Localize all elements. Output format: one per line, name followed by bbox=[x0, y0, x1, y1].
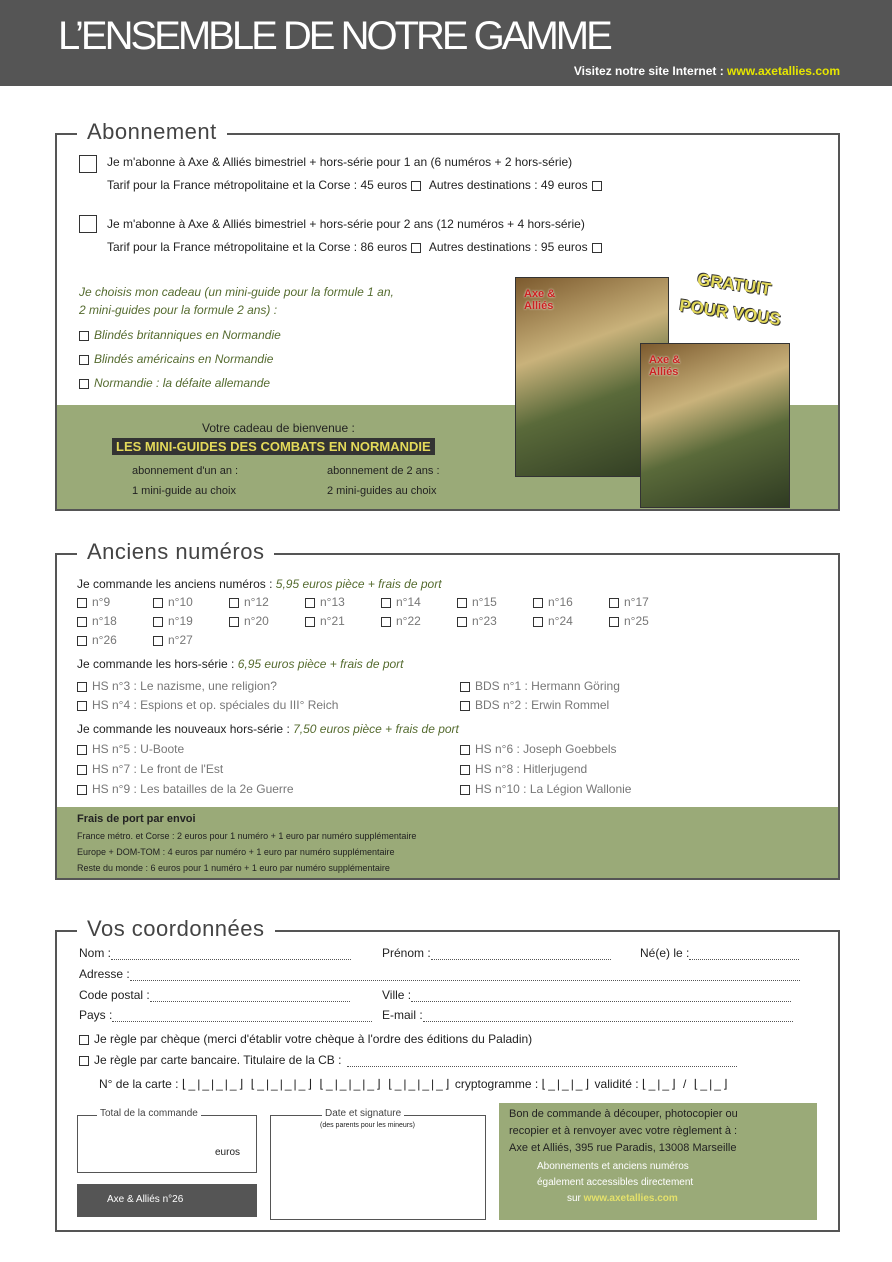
two-year-label: abonnement de 2 ans : bbox=[327, 465, 440, 477]
issue-label: n°16 bbox=[548, 595, 573, 609]
issue-label: n°22 bbox=[396, 614, 421, 628]
hs-item[interactable]: HS n°4 : Espions et op. spéciales du III° Reich bbox=[77, 698, 338, 712]
abonnement-title: Abonnement bbox=[77, 119, 227, 145]
issue-checkbox[interactable] bbox=[229, 598, 239, 608]
bon-url[interactable]: www.axetallies.com bbox=[583, 1193, 678, 1204]
shipping-line-3: Reste du monde : 6 euros pour 1 numéro + 1 euro par numéro supplémentaire bbox=[77, 863, 390, 873]
new-hs-checkbox[interactable] bbox=[77, 745, 87, 755]
gift-intro-1: Je choisis mon cadeau (un mini-guide pour la formule 1 an, bbox=[79, 285, 394, 299]
ville-field[interactable]: Ville : bbox=[382, 988, 791, 1002]
new-hs-item[interactable]: HS n°6 : Joseph Goebbels bbox=[460, 742, 617, 756]
issue-option[interactable] bbox=[609, 614, 649, 628]
gift-option[interactable]: Blindés américains en Normandie bbox=[79, 352, 273, 366]
pour-vous-badge: POUR VOUS bbox=[678, 295, 782, 330]
coordonnees-title: Vos coordonnées bbox=[77, 916, 275, 942]
issue-checkbox[interactable] bbox=[533, 598, 543, 608]
new-hs-checkbox[interactable] bbox=[77, 765, 87, 775]
new-hs-item[interactable]: HS n°5 : U-Boote bbox=[77, 742, 184, 756]
new-hs-item[interactable]: HS n°10 : La Légion Wallonie bbox=[460, 782, 631, 796]
issue-checkbox[interactable] bbox=[229, 617, 239, 627]
signature-label: Date et signature bbox=[322, 1108, 404, 1119]
issue-option[interactable] bbox=[381, 614, 421, 628]
issue-option[interactable] bbox=[229, 614, 269, 628]
issue-label: n°15 bbox=[472, 595, 497, 609]
hs-item[interactable]: HS n°3 : Le nazisme, une religion? bbox=[77, 679, 277, 693]
issue-option[interactable] bbox=[153, 633, 193, 647]
code-postal-field[interactable]: Code postal : bbox=[79, 988, 350, 1002]
issue-checkbox[interactable] bbox=[457, 617, 467, 627]
issue-option[interactable] bbox=[457, 614, 497, 628]
adresse-field[interactable]: Adresse : bbox=[79, 967, 800, 981]
issues-line: Je commande les anciens numéros : 5,95 euros pièce + frais de port bbox=[77, 577, 442, 591]
issue-option[interactable] bbox=[457, 595, 497, 609]
new-hs-checkbox[interactable] bbox=[77, 785, 87, 795]
hs-checkbox[interactable] bbox=[77, 682, 87, 692]
signature-box[interactable] bbox=[270, 1115, 486, 1220]
issue-label: n°19 bbox=[168, 614, 193, 628]
anciens-section bbox=[55, 539, 840, 880]
gift-option[interactable]: Blindés britanniques en Normandie bbox=[79, 328, 281, 342]
subscribe-1-year-checkbox[interactable] bbox=[79, 155, 97, 173]
anciens-title: Anciens numéros bbox=[77, 539, 274, 565]
gift-checkbox[interactable] bbox=[79, 379, 89, 389]
issue-checkbox[interactable] bbox=[153, 636, 163, 646]
issue-checkbox[interactable] bbox=[609, 598, 619, 608]
issue-label: n°9 bbox=[92, 595, 111, 609]
issue-option[interactable] bbox=[305, 614, 345, 628]
card-checkbox[interactable] bbox=[79, 1056, 89, 1066]
one-year-value: 1 mini-guide au choix bbox=[132, 485, 236, 497]
pays-field[interactable]: Pays : bbox=[79, 1008, 372, 1022]
gift-option[interactable]: Normandie : la défaite allemande bbox=[79, 376, 270, 390]
gratuit-badge: GRATUIT bbox=[696, 269, 773, 300]
gift-checkbox[interactable] bbox=[79, 331, 89, 341]
issue-label: n°13 bbox=[320, 595, 345, 609]
new-hs-checkbox[interactable] bbox=[460, 785, 470, 795]
two-year-value: 2 mini-guides au choix bbox=[327, 485, 437, 497]
issue-label: n°18 bbox=[92, 614, 117, 628]
issue-label: n°10 bbox=[168, 595, 193, 609]
issue-checkbox[interactable] bbox=[381, 617, 391, 627]
issue-option[interactable] bbox=[533, 595, 573, 609]
issue-option[interactable] bbox=[609, 595, 649, 609]
email-field[interactable]: E-mail : bbox=[382, 1008, 793, 1022]
bon-line-2: recopier et à renvoyer avec votre règlement à : bbox=[509, 1125, 738, 1137]
issue-option[interactable] bbox=[305, 595, 345, 609]
issue-label: n°23 bbox=[472, 614, 497, 628]
total-label: Total de la commande bbox=[97, 1108, 201, 1119]
opt2-tarif: Tarif pour la France métropolitaine et la Corse : 86 euros Autres destinations : 95 euros bbox=[107, 240, 607, 254]
shipping-title: Frais de port par envoi bbox=[77, 813, 196, 825]
hs-checkbox[interactable] bbox=[460, 682, 470, 692]
issue-option[interactable] bbox=[77, 595, 110, 609]
opt1-tarif: Tarif pour la France métropolitaine et la Corse : 45 euros Autres destinations : 49 euros bbox=[107, 178, 607, 192]
new-hs-item[interactable]: HS n°9 : Les batailles de la 2e Guerre bbox=[77, 782, 294, 796]
issue-tag: Axe & Alliés n°26 bbox=[107, 1194, 184, 1205]
issue-option[interactable] bbox=[77, 633, 117, 647]
issue-label: n°12 bbox=[244, 595, 269, 609]
issue-label: n°26 bbox=[92, 633, 117, 647]
issue-checkbox[interactable] bbox=[77, 636, 87, 646]
bon-line-1: Bon de commande à découper, photocopier ou bbox=[509, 1108, 738, 1120]
total-box[interactable] bbox=[77, 1115, 257, 1173]
page-title: L’ENSEMBLE DE NOTRE GAMME bbox=[58, 14, 610, 58]
gift-checkbox[interactable] bbox=[79, 355, 89, 365]
euros-label: euros bbox=[215, 1147, 241, 1158]
issue-option[interactable] bbox=[77, 614, 117, 628]
tarif-autres-1-checkbox[interactable] bbox=[592, 181, 602, 191]
opt2-text: Je m'abonne à Axe & Alliés bimestriel + hors-série pour 2 ans (12 numéros + 4 hors-série) bbox=[107, 217, 585, 231]
one-year-label: abonnement d'un an : bbox=[132, 465, 239, 477]
birthdate-field[interactable]: Né(e) le : bbox=[640, 946, 799, 960]
hs-item[interactable]: BDS n°1 : Hermann Göring bbox=[460, 679, 620, 693]
issue-label: n°20 bbox=[244, 614, 269, 628]
issue-label: n°27 bbox=[168, 633, 193, 647]
issue-option[interactable] bbox=[153, 614, 193, 628]
website-link[interactable]: www.axetallies.com bbox=[727, 64, 840, 78]
issue-checkbox[interactable] bbox=[381, 598, 391, 608]
issue-label: n°14 bbox=[396, 595, 421, 609]
gift-intro-2: 2 mini-guides pour la formule 2 ans) : bbox=[79, 303, 278, 317]
issue-checkbox[interactable] bbox=[305, 598, 315, 608]
tarif-france-1-checkbox[interactable] bbox=[411, 181, 421, 191]
card-number-field[interactable]: N° de la carte : ⌊_|_|_|_⌋ ⌊_|_|_|_⌋ ⌊_|_|_|_⌋ ⌊_|_|_|_⌋ cryptogramme : ⌊_|_|_⌋ validité : ⌊_|_⌋ / ⌊_|_⌋ bbox=[99, 1077, 730, 1091]
issue-label: n°24 bbox=[548, 614, 573, 628]
issue-label: n°21 bbox=[320, 614, 345, 628]
hs-item[interactable]: BDS n°2 : Erwin Rommel bbox=[460, 698, 609, 712]
shipping-line-1: France métro. et Corse : 2 euros pour 1 numéro + 1 euro par numéro supplémentaire bbox=[77, 831, 417, 841]
issue-checkbox[interactable] bbox=[77, 598, 87, 608]
nom-field[interactable]: Nom : bbox=[79, 946, 351, 960]
issue-checkbox[interactable] bbox=[457, 598, 467, 608]
signature-sub: (des parents pour les mineurs) bbox=[320, 1122, 415, 1129]
magazine-cover-image: Axe & Alliés bbox=[640, 343, 790, 508]
issue-checkbox[interactable] bbox=[77, 617, 87, 627]
website-line: Visitez notre site Internet : www.axetallies.com bbox=[573, 64, 840, 78]
tarif-autres-2-checkbox[interactable] bbox=[592, 243, 602, 253]
pay-card-option[interactable]: Je règle par carte bancaire. Titulaire de la CB : bbox=[79, 1053, 737, 1067]
shipping-line-2: Europe + DOM-TOM : 4 euros par numéro + 1 euro par numéro supplémentaire bbox=[77, 847, 395, 857]
bon-line-3: Axe et Alliés, 395 rue Paradis, 13008 Marseille bbox=[509, 1142, 737, 1154]
issue-checkbox[interactable] bbox=[305, 617, 315, 627]
issue-option[interactable] bbox=[229, 595, 269, 609]
bon-line-6: sur www.axetallies.com bbox=[567, 1193, 678, 1204]
new-hs-line: Je commande les nouveaux hors-série : 7,50 euros pièce + frais de port bbox=[77, 722, 459, 736]
header-banner bbox=[0, 0, 892, 86]
new-hs-checkbox[interactable] bbox=[460, 765, 470, 775]
issue-checkbox[interactable] bbox=[153, 598, 163, 608]
new-hs-checkbox[interactable] bbox=[460, 745, 470, 755]
hs-checkbox[interactable] bbox=[460, 701, 470, 711]
subscribe-2-years-checkbox[interactable] bbox=[79, 215, 97, 233]
issue-option[interactable] bbox=[153, 595, 193, 609]
welcome-text: Votre cadeau de bienvenue : bbox=[202, 421, 355, 435]
opt1-text: Je m'abonne à Axe & Alliés bimestriel + hors-série pour 1 an (6 numéros + 2 hors-série) bbox=[107, 155, 573, 169]
welcome-title: LES MINI-GUIDES DES COMBATS EN NORMANDIE bbox=[112, 438, 435, 455]
issue-option[interactable] bbox=[381, 595, 421, 609]
coordonnees-section bbox=[55, 916, 840, 1232]
bon-line-4: Abonnements et anciens numéros bbox=[537, 1161, 689, 1172]
bon-line-5: également accessibles directement bbox=[537, 1177, 694, 1188]
hs-line: Je commande les hors-série : 6,95 euros pièce + frais de port bbox=[77, 657, 404, 671]
issue-option[interactable] bbox=[533, 614, 573, 628]
new-hs-item[interactable]: HS n°7 : Le front de l'Est bbox=[77, 762, 223, 776]
prenom-field[interactable]: Prénom : bbox=[382, 946, 611, 960]
magazine-cover-image: Axe & Alliés bbox=[515, 277, 669, 477]
cheque-checkbox[interactable] bbox=[79, 1035, 89, 1045]
issue-label: n°25 bbox=[624, 614, 649, 628]
issue-checkbox[interactable] bbox=[153, 617, 163, 627]
issue-label: n°17 bbox=[624, 595, 649, 609]
new-hs-item[interactable]: HS n°8 : Hitlerjugend bbox=[460, 762, 587, 776]
issue-checkbox[interactable] bbox=[533, 617, 543, 627]
pay-cheque-option[interactable]: Je règle par chèque (merci d'établir votre chèque à l'ordre des éditions du Paladin) bbox=[79, 1032, 532, 1046]
hs-checkbox[interactable] bbox=[77, 701, 87, 711]
issue-checkbox[interactable] bbox=[609, 617, 619, 627]
tarif-france-2-checkbox[interactable] bbox=[411, 243, 421, 253]
abonnement-section bbox=[55, 119, 840, 511]
